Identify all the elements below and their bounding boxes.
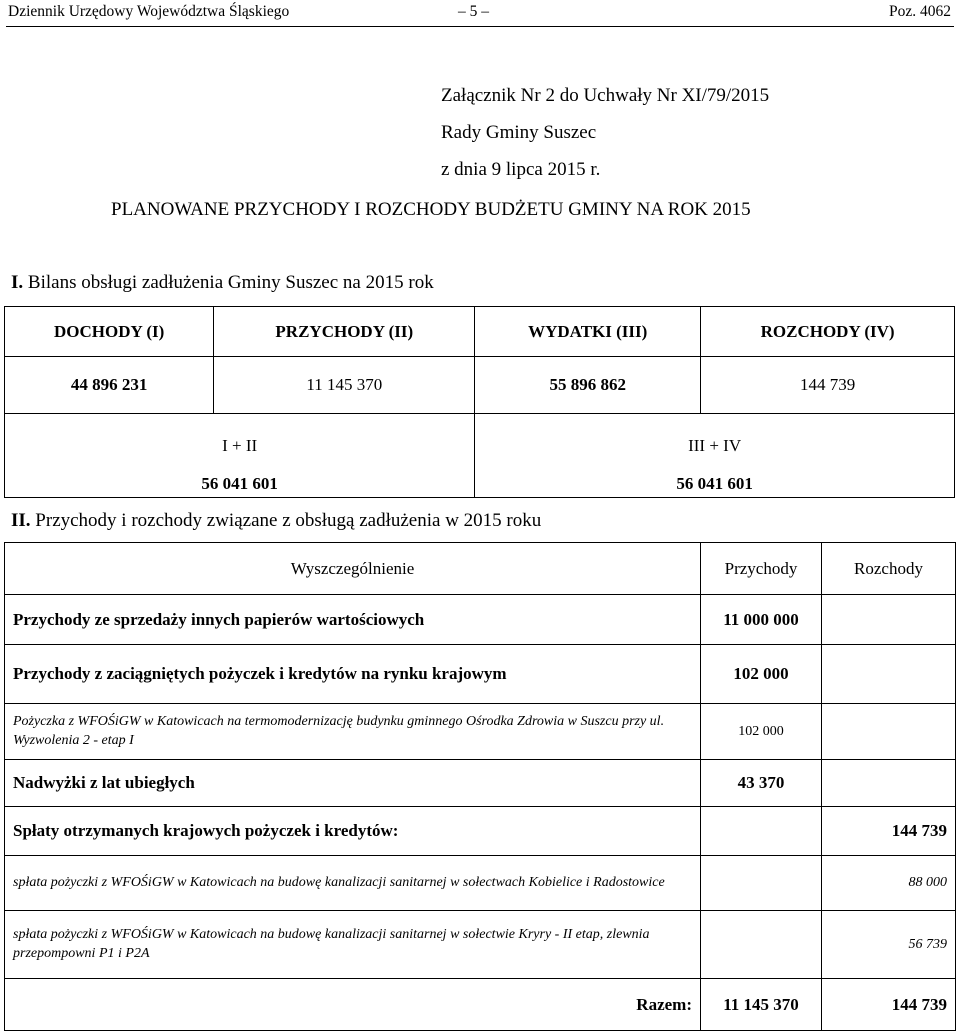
row-income [701, 807, 822, 856]
row-expense [822, 704, 956, 760]
sum-right-label: III + IV [688, 436, 742, 455]
balance-sum-row [5, 414, 955, 498]
table-header-row [5, 543, 956, 595]
table-row [5, 704, 956, 760]
table-row [5, 595, 956, 645]
sum-left-label: I + II [222, 436, 258, 455]
row-label: Spłaty otrzymanych krajowych pożyczek i kredytów: [5, 807, 701, 856]
sum-left-value: 56 041 601 [201, 474, 278, 493]
header-income: Przychody [701, 543, 822, 595]
sum-right-value: 56 041 601 [676, 474, 753, 493]
row-expense: 88 000 [822, 856, 956, 911]
balance-table [4, 306, 955, 498]
position-number: Poz. 4062 [889, 3, 951, 20]
header-expense: Rozchody [822, 543, 956, 595]
table-row [5, 807, 956, 856]
row-income [701, 911, 822, 979]
row-income: 43 370 [701, 760, 822, 807]
row-income: 102 000 [701, 704, 822, 760]
table-row [5, 645, 956, 704]
value-przychody: 11 145 370 [214, 357, 475, 414]
row-income [701, 856, 822, 911]
total-expense: 144 739 [822, 979, 956, 1031]
balance-values-row [5, 357, 955, 414]
row-expense [822, 645, 956, 704]
journal-name: Dziennik Urzędowy Województwa Śląskiego [8, 3, 290, 20]
row-expense: 144 739 [822, 807, 956, 856]
header-przychody: PRZYCHODY (II) [214, 307, 475, 357]
total-row [5, 979, 956, 1031]
row-label: Pożyczka z WFOŚiGW w Katowicach na termomodernizację budynku gminnego Ośrodka Zdrowia w Suszcu przy ul. Wyzwolenia 2 - etap I [5, 704, 701, 760]
table-row [5, 856, 956, 911]
attachment-line-1: Załącznik Nr 2 do Uchwały Nr XI/79/2015 [441, 85, 770, 106]
header-wyszczegolnienie: Wyszczególnienie [5, 543, 701, 595]
header-rozchody: ROZCHODY (IV) [701, 307, 955, 357]
attachment-line-3: z dnia 9 lipca 2015 r. [441, 159, 601, 180]
row-income: 11 000 000 [701, 595, 822, 645]
total-income: 11 145 370 [701, 979, 822, 1031]
table-row [5, 911, 956, 979]
section-2-heading [11, 510, 541, 532]
row-expense [822, 760, 956, 807]
debt-service-table [4, 542, 956, 1031]
section-1-number: I. [11, 272, 24, 293]
row-label: spłata pożyczki z WFOŚiGW w Katowicach na budowę kanalizacji sanitarnej w sołectwach Kobielice i Radostowice [5, 856, 701, 911]
header-dochody: DOCHODY (I) [5, 307, 214, 357]
row-label: spłata pożyczki z WFOŚiGW w Katowicach na budowę kanalizacji sanitarnej w sołectwie Kryry - II etap, zlewnia przepompowni P1 i P2A [5, 911, 701, 979]
row-income: 102 000 [701, 645, 822, 704]
row-expense [822, 595, 956, 645]
row-expense: 56 739 [822, 911, 956, 979]
attachment-line-2: Rady Gminy Suszec [441, 122, 597, 143]
section-1-heading [11, 272, 434, 294]
value-rozchody: 144 739 [701, 357, 955, 414]
section-1-title: Bilans obsługi zadłużenia Gminy Suszec na 2015 rok [27, 272, 434, 293]
value-dochody: 44 896 231 [5, 357, 214, 414]
total-label: Razem: [5, 979, 701, 1031]
balance-header-row [5, 307, 955, 357]
header-divider [6, 26, 954, 27]
row-label: Przychody z zaciągniętych pożyczek i kredytów na rynku krajowym [5, 645, 701, 704]
header-wydatki: WYDATKI (III) [475, 307, 701, 357]
section-2-number: II. [11, 510, 31, 531]
row-label: Nadwyżki z lat ubiegłych [5, 760, 701, 807]
section-2-title: Przychody i rozchody związane z obsługą zadłużenia w 2015 roku [35, 510, 542, 531]
sum-right-cell [475, 414, 955, 498]
document-title: PLANOWANE PRZYCHODY I ROZCHODY BUDŻETU GMINY NA ROK 2015 [111, 199, 751, 220]
sum-left-cell [5, 414, 475, 498]
table-row [5, 760, 956, 807]
page-number: – 5 – [458, 3, 489, 20]
row-label: Przychody ze sprzedaży innych papierów wartościowych [5, 595, 701, 645]
value-wydatki: 55 896 862 [475, 357, 701, 414]
